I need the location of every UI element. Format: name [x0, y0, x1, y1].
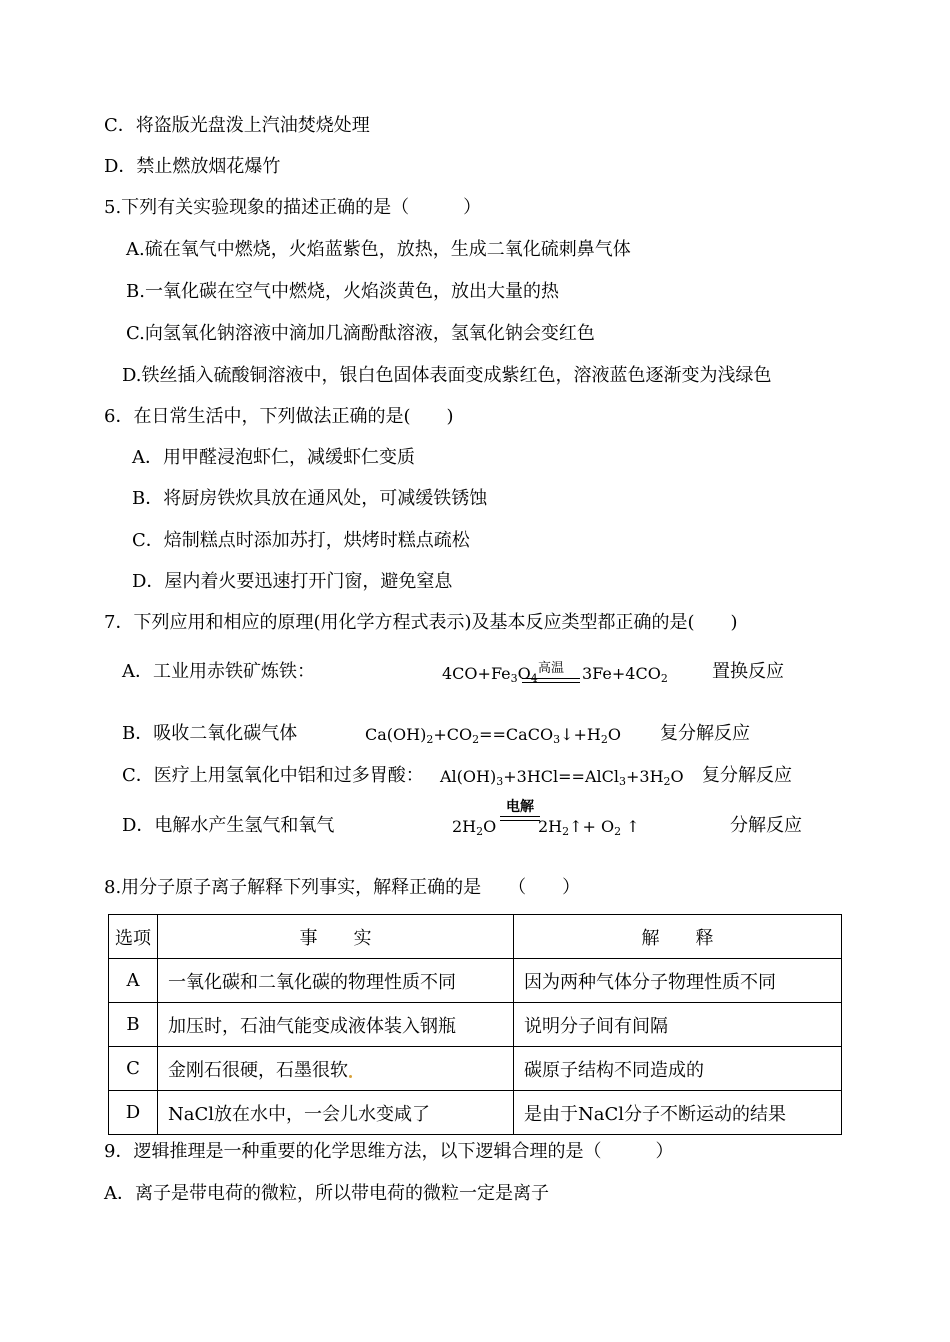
question-5-option-d: D.铁丝插入硫酸铜溶液中，银白色固体表面变成紫红色，溶液蓝色逐渐变为浅绿色	[122, 365, 772, 386]
table-header-explanation: 解 释	[514, 915, 842, 959]
question-7-option-a-condition: 高温	[522, 662, 580, 683]
table-cell-explanation: 因为两种气体分子物理性质不同	[514, 959, 842, 1003]
question-7-option-d-equation-right: $2H_2↑+ O_2$ ↑	[538, 817, 640, 838]
question-5-option-c: C.向氢氧化钠溶液中滴加几滴酚酞溶液，氢氧化钠会变红色	[126, 323, 595, 344]
question-5-option-b: B.一氧化碳在空气中燃烧，火焰淡黄色，放出大量的热	[126, 281, 559, 302]
question-9-stem: 9．逻辑推理是一种重要的化学思维方法，以下逻辑合理的是（ ）	[104, 1141, 674, 1162]
question-7-option-c-type: 复分解反应	[702, 765, 792, 786]
table-header-row	[109, 915, 842, 959]
table-header-fact: 事 实	[158, 915, 514, 959]
table-cell-option: D	[109, 1091, 158, 1135]
option-c-previous: C．将盗版光盘泼上汽油焚烧处理	[104, 115, 370, 136]
question-5-option-a: A.硫在氧气中燃烧，火焰蓝紫色，放热，生成二氧化硫刺鼻气体	[126, 239, 631, 260]
question-7-option-a-equation-right: $3Fe+4CO_2$	[582, 664, 668, 685]
table-row	[109, 1047, 842, 1091]
table-cell-option: B	[109, 1003, 158, 1047]
question-7-option-a-type: 置换反应	[712, 661, 784, 682]
question-7-option-b-equation: $Ca(OH)_2+CO_2==CaCO_3↓+H_2O$	[365, 725, 621, 746]
question-7-option-a-equation-left: $4CO+Fe_3O_4$	[442, 664, 538, 685]
table-row	[109, 959, 842, 1003]
question-7-option-d-condition: 电解	[500, 800, 540, 821]
question-6-option-a: A．用甲醛浸泡虾仁，减缓虾仁变质	[132, 447, 415, 468]
question-6-stem: 6．在日常生活中，下列做法正确的是( )	[104, 406, 454, 427]
question-7-option-b-label: B．吸收二氧化碳气体	[122, 723, 298, 744]
stray-mark-icon	[349, 1075, 352, 1078]
table-cell-explanation: 说明分子间有间隔	[514, 1003, 842, 1047]
table-row	[109, 1003, 842, 1047]
question-8-table	[108, 914, 842, 1135]
table-cell-option: A	[109, 959, 158, 1003]
question-7-option-d-equation-left: $2H_2O$	[452, 817, 497, 838]
question-9-option-a: A．离子是带电荷的微粒，所以带电荷的微粒一定是离子	[104, 1183, 549, 1204]
question-7-option-b-type: 复分解反应	[660, 723, 750, 744]
table-cell-fact: 加压时，石油气能变成液体装入钢瓶	[158, 1003, 514, 1047]
question-6-option-b: B．将厨房铁炊具放在通风处，可减缓铁锈蚀	[132, 488, 488, 509]
question-7-option-c-label: C．医疗上用氢氧化中铝和过多胃酸：	[122, 765, 424, 786]
table-row	[109, 1091, 842, 1135]
question-6-option-d: D．屋内着火要迅速打开门窗，避免窒息	[132, 571, 453, 592]
option-d-previous: D．禁止燃放烟花爆竹	[104, 156, 281, 177]
table-cell-explanation: 碳原子结构不同造成的	[514, 1047, 842, 1091]
question-6-option-c: C．焙制糕点时添加苏打，烘烤时糕点疏松	[132, 530, 470, 551]
table-header-option: 选项	[109, 915, 158, 959]
question-7-option-d-label: D．电解水产生氢气和氧气	[122, 815, 335, 836]
question-8-stem: 8.用分子原子离子解释下列事实，解释正确的是 （ ）	[104, 877, 581, 898]
table-cell-fact: 一氧化碳和二氧化碳的物理性质不同	[158, 959, 514, 1003]
table-cell-option: C	[109, 1047, 158, 1091]
table-cell-explanation: 是由于NaCl分子不断运动的结果	[514, 1091, 842, 1135]
question-7-option-c-equation: $Al(OH)_3+3HCl==AlCl_3+3H_2O$	[440, 767, 684, 788]
question-7-option-a-label: A．工业用赤铁矿炼铁：	[122, 661, 315, 682]
table-cell-fact: 金刚石很硬，石墨很软	[158, 1047, 514, 1091]
question-5-stem: 5.下列有关实验现象的描述正确的是（ ）	[104, 197, 482, 218]
question-7-option-d-type: 分解反应	[730, 815, 802, 836]
table-cell-fact: NaCl放在水中，一会儿水变咸了	[158, 1091, 514, 1135]
question-7-stem: 7．下列应用和相应的原理(用化学方程式表示)及基本反应类型都正确的是( )	[104, 612, 738, 633]
